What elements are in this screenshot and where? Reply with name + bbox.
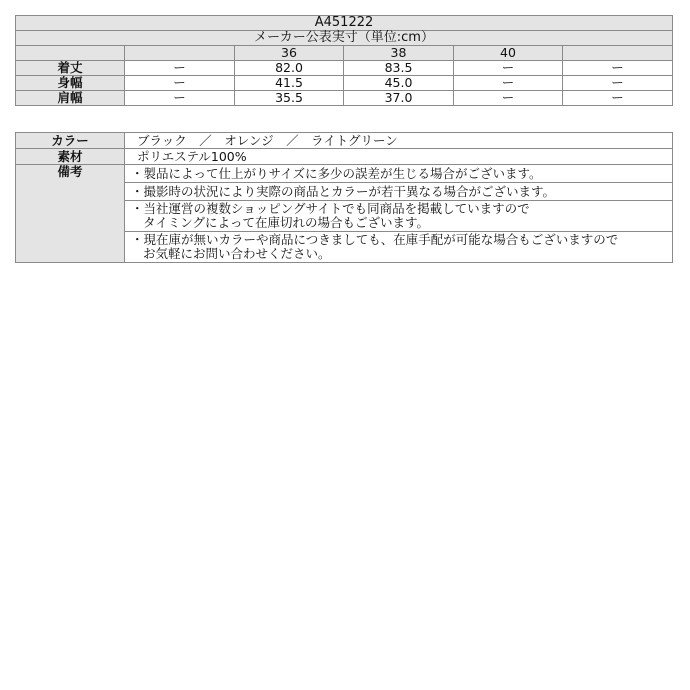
size-value: ー [454,76,563,91]
material-row [16,149,673,165]
product-code: A451222 [16,16,673,31]
table-row [16,76,673,91]
note-item [125,165,673,183]
size-table-subtitle: メーカー公表実寸（単位:cm） [16,31,673,46]
size-value: 45.0 [344,76,454,91]
size-value: ー [563,76,673,91]
size-header [125,46,235,61]
corner-cell [16,46,125,61]
size-value: ー [125,91,235,106]
table-row [16,61,673,76]
note-text: ・当社運営の複数ショッピングサイトでも同商品を掲載していますので [131,201,530,216]
note-text: ・撮影時の状況により実際の商品とカラーが若干異なる場合がございます。 [131,183,556,199]
row-label-shoulder: 肩幅 [16,91,125,106]
size-value: 83.5 [344,61,454,76]
note-text: お気軽にお問い合わせください。 [143,246,331,261]
color-label: カラー [16,133,125,149]
size-header: 40 [454,46,563,61]
note-item [125,183,673,201]
size-value: ー [125,61,235,76]
size-header: 36 [235,46,344,61]
note-text: ・製品によって仕上がりサイズに多少の誤差が生じる場合がございます。 [131,165,542,181]
row-label-length: 着丈 [16,61,125,76]
size-value: ー [563,91,673,106]
size-header [563,46,673,61]
size-value: 37.0 [344,91,454,106]
notes-row [16,165,673,183]
table-row [16,91,673,106]
color-value: ブラック ／ オレンジ ／ ライトグリーン [125,133,673,149]
size-value: 41.5 [235,76,344,91]
material-value: ポリエステル100% [125,149,673,165]
color-row [16,133,673,149]
note-text: タイミングによって在庫切れの場合もございます。 [143,215,430,230]
size-value: ー [454,61,563,76]
note-item [125,201,673,232]
size-table [15,15,673,106]
size-value: ー [125,76,235,91]
size-value: ー [563,61,673,76]
info-table [15,132,673,263]
size-value: 82.0 [235,61,344,76]
notes-label: 備考 [16,165,125,263]
note-item [125,232,673,263]
row-label-width: 身幅 [16,76,125,91]
note-text: ・現在庫が無いカラーや商品につきましても、在庫手配が可能な場合もございますので [131,232,619,247]
size-header: 38 [344,46,454,61]
material-label: 素材 [16,149,125,165]
size-value: ー [454,91,563,106]
size-value: 35.5 [235,91,344,106]
